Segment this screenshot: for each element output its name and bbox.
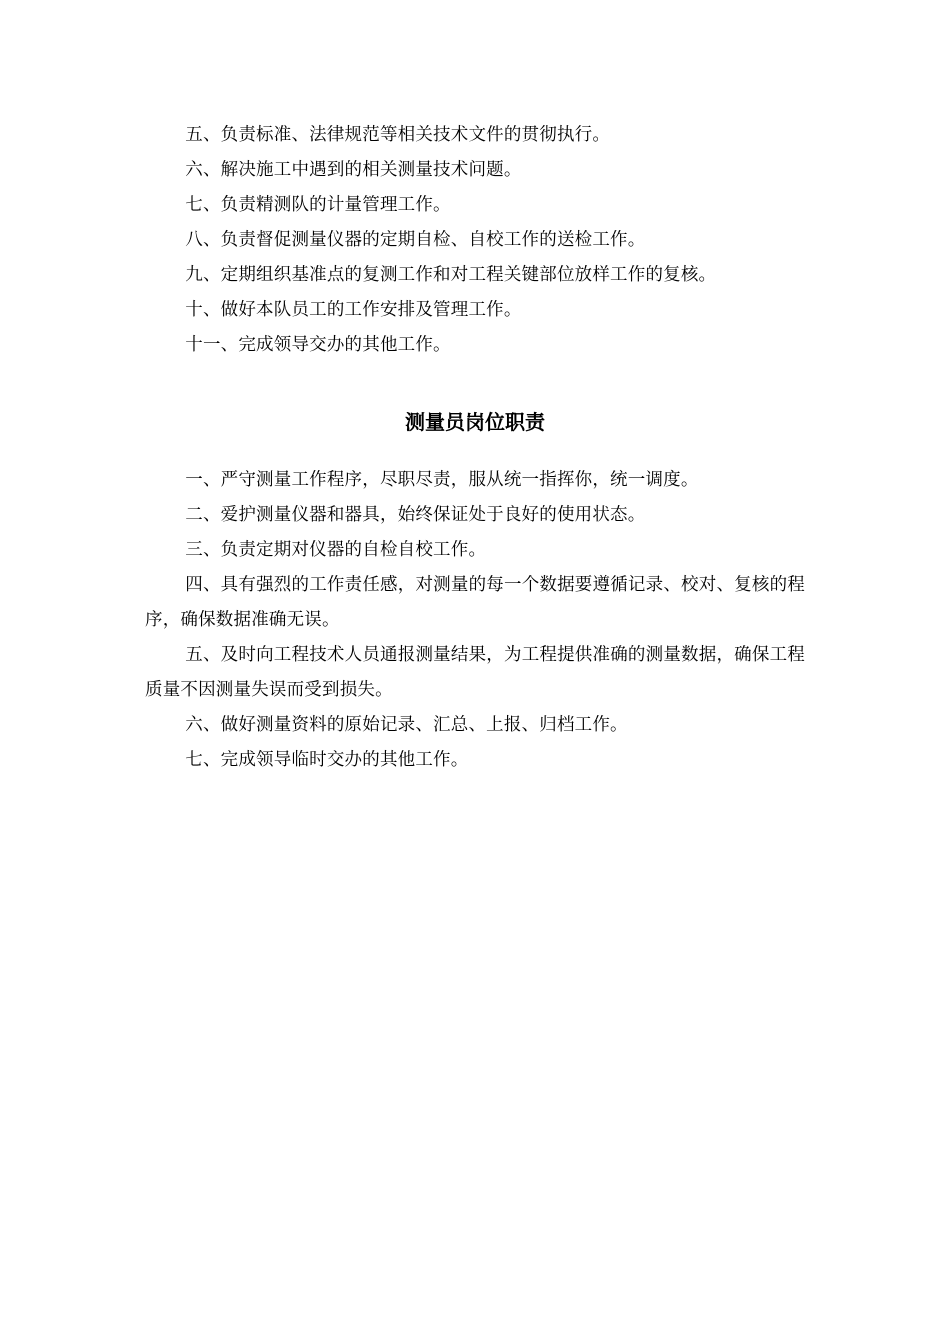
section-responsibilities-continued xyxy=(145,118,805,363)
duty-item: 十、做好本队员工的工作安排及管理工作。 xyxy=(185,300,522,320)
duty-item: 五、负责标准、法律规范等相关技术文件的贯彻执行。 xyxy=(185,125,611,145)
duty-item: 五、及时向工程技术人员通报测量结果，为工程提供准确的测量数据，确保工程质量不因测量失误而受到损失。 xyxy=(145,645,805,700)
duty-item: 二、爱护测量仪器和器具，始终保证处于良好的使用状态。 xyxy=(185,505,646,525)
duty-item: 一、严守测量工作程序，尽职尽责，服从统一指挥你，统一调度。 xyxy=(185,470,699,490)
duty-item: 八、负责督促测量仪器的定期自检、自校工作的送检工作。 xyxy=(185,230,646,250)
duty-item: 六、做好测量资料的原始记录、汇总、上报、归档工作。 xyxy=(185,715,628,735)
duty-item: 四、具有强烈的工作责任感，对测量的每一个数据要遵循记录、校对、复核的程序，确保数据准确无误。 xyxy=(145,575,805,630)
duty-item: 六、解决施工中遇到的相关测量技术问题。 xyxy=(185,160,522,180)
duty-item: 七、负责精测队的计量管理工作。 xyxy=(185,195,451,215)
duty-item: 三、负责定期对仪器的自检自校工作。 xyxy=(185,540,487,560)
duty-item: 九、定期组织基准点的复测工作和对工程关键部位放样工作的复核。 xyxy=(185,265,717,285)
duty-item: 十一、完成领导交办的其他工作。 xyxy=(185,335,451,355)
document-body xyxy=(145,118,805,778)
section-title: 测量员岗位职责 xyxy=(405,410,545,434)
duty-item: 七、完成领导临时交办的其他工作。 xyxy=(185,750,469,770)
section-surveyor-duties xyxy=(145,463,805,778)
